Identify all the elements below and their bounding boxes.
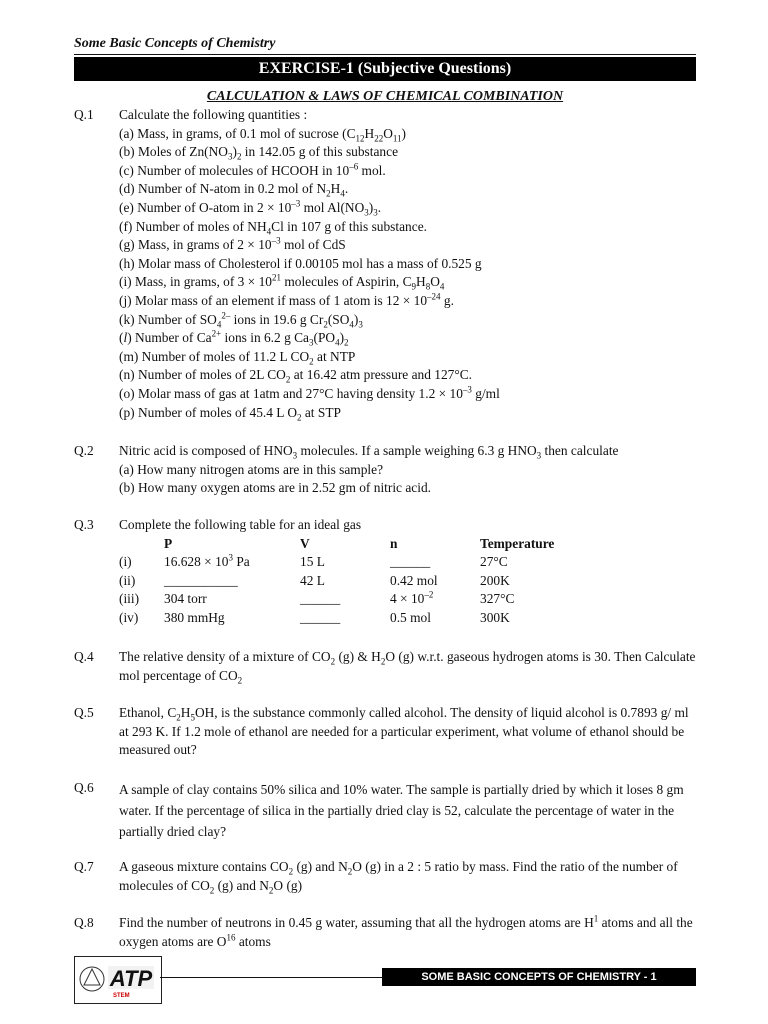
- question-text: Find the number of neutrons in 0.45 g water, assuming that all the hydrogen atoms are $H^1$ atoms and all the oxygen atoms are $O^{16}$ atoms: [119, 913, 693, 949]
- table-cell: 304 torr: [164, 591, 207, 607]
- question-number: Q.7: [74, 859, 94, 874]
- table-row: [119, 572, 600, 591]
- question-part: (l) Number of $Ca^{2+}$ ions in 6.2 g $Ca_3(PO_4)_2$: [119, 328, 349, 348]
- atp-logo: [74, 956, 162, 1004]
- table-header-cell: [119, 535, 164, 554]
- chapter-title: Some Basic Concepts of Chemistry: [74, 36, 276, 51]
- table-cell: 200K: [480, 572, 510, 588]
- question-part: (k) Number of $SO_4^{2-}$ ions in 19.6 g $Cr_2(SO_4)_3$: [119, 310, 363, 330]
- question-3: [74, 516, 696, 628]
- table-cell: ___________: [164, 572, 238, 588]
- table-cell: 300K: [480, 609, 510, 625]
- table-cell: (iii): [119, 591, 140, 607]
- question-part: (f) Number of moles of $NH_4Cl$ in 107 g of this substance.: [119, 218, 427, 237]
- question-number: Q.4: [74, 649, 94, 664]
- question-parts: [119, 461, 696, 498]
- question-part: (e) Number of O-atom in $2 \times 10^{-3}$ mol $Al(NO_3)_3$.: [119, 198, 382, 218]
- question-part: (b) How many oxygen atoms are in 2.52 gm of nitric acid.: [119, 480, 431, 496]
- question-number: Q.3: [74, 517, 94, 532]
- table-cell: (ii): [119, 572, 136, 588]
- footer-rule: [160, 977, 382, 978]
- question-1: [74, 106, 696, 422]
- question-body: [119, 442, 696, 498]
- question-text: A gaseous mixture contains $CO_2$ (g) and $N_2O$ (g) in a 2 : 5 ratio by mass. Find the ratio of the number of molecules of $CO_2$ (g) and $N_2O$ (g): [119, 859, 678, 896]
- logo-text: ATP: [109, 966, 153, 991]
- question-body: [119, 516, 696, 535]
- question-number: Q.5: [74, 705, 94, 720]
- table-cell: 0.5 mol: [390, 609, 431, 625]
- ideal-gas-table: [119, 535, 600, 628]
- exercise-title-bar: EXERCISE-1 (Subjective Questions): [74, 57, 696, 81]
- logo-subtext: STEM: [113, 993, 130, 999]
- question-7: [74, 858, 696, 895]
- table-cell: ______: [390, 554, 431, 570]
- question-intro: Complete the following table for an ideal gas: [119, 517, 362, 532]
- table-cell: (i): [119, 554, 132, 570]
- table-cell: 15 L: [300, 554, 325, 570]
- question-part: (p) Number of moles of 45.4 L $O_2$ at STP: [119, 404, 341, 423]
- question-5: [74, 704, 696, 760]
- question-number: Q.1: [74, 107, 94, 122]
- table-row: [119, 609, 600, 628]
- footer-page-label: SOME BASIC CONCEPTS OF CHEMISTRY - 1: [382, 968, 696, 986]
- question-number: Q.6: [74, 780, 94, 795]
- table-header-cell: Temperature: [480, 535, 555, 551]
- section-heading: CALCULATION & LAWS OF CHEMICAL COMBINATION: [206, 89, 564, 104]
- table-header-cell: V: [300, 535, 310, 551]
- question-part: (n) Number of moles of 2L $CO_2$ at 16.42 atm pressure and 127°C.: [119, 367, 472, 385]
- logo-figure: [84, 969, 100, 985]
- table-cell: 0.42 mol: [390, 572, 438, 588]
- question-number: Q.2: [74, 443, 94, 458]
- table-cell: ______: [300, 609, 341, 625]
- question-part: (h) Molar mass of Cholesterol if 0.00105 mol has a mass of 0.525 g: [119, 255, 482, 271]
- table-cell: 42 L: [300, 572, 325, 588]
- question-2: [74, 442, 696, 498]
- question-part: (j) Molar mass of an element if mass of 1 atom is $12 \times 10^{-24}$ g.: [119, 291, 454, 308]
- table-cell: 27°C: [480, 554, 508, 570]
- question-part: (i) Mass, in grams, of $3 \times 10^{21}$ molecules of Aspirin, $C_9H_8O_4$: [119, 272, 445, 293]
- question-4: [74, 648, 696, 685]
- question-part: (g) Mass, in grams of $2 \times 10^{-3}$ mol of CdS: [119, 235, 346, 253]
- question-intro: Calculate the following quantities :: [119, 107, 308, 122]
- question-part: (c) Number of molecules of HCOOH in $10^{-6}$ mol.: [119, 161, 386, 178]
- table-row: [119, 590, 600, 609]
- question-text: A sample of clay contains 50% silica and 10% water. The sample is partially dried by which it loses 8 gm water. If the percentage of silica in the partially dried clay is 52, calculate the percentage of water in the partially dried clay?: [119, 782, 684, 839]
- table-header-cell: P: [164, 535, 173, 551]
- table-cell: $16.628 \times 10^3$ Pa: [164, 552, 250, 570]
- question-intro: Nitric acid is composed of $HNO_3$ molecules. If a sample weighing 6.3 g $HNO_3$ then calculate: [119, 443, 619, 461]
- question-text: Ethanol, $C_2H_5OH$, is the substance commonly called alcohol. The density of liquid alcohol is 0.7893 g/ ml at 293 K. If 1.2 mole of ethanol are needed for a particular experiment, what volume of ethanol should be measured out?: [119, 705, 689, 758]
- question-part: (a) How many nitrogen atoms are in this sample?: [119, 461, 384, 477]
- atp-logo-mark: [75, 957, 161, 1003]
- question-text: The relative density of a mixture of $CO_2$ (g) & $H_2O$ (g) w.r.t. gaseous hydrogen atoms is 30. Then Calculate mol percentage of $CO_2$: [119, 649, 696, 686]
- logo-circle: [80, 967, 104, 991]
- table-cell: 380 mmHg: [164, 609, 225, 625]
- question-parts: [119, 125, 696, 423]
- table-cell: (iv): [119, 609, 139, 625]
- header-rule: [74, 54, 696, 55]
- question-part: (d) Number of N-atom in 0.2 mol of $N_2H_4$.: [119, 181, 349, 200]
- table-header-cell: n: [390, 535, 398, 551]
- table-header-row: [119, 535, 600, 554]
- question-body: [119, 106, 696, 422]
- question-part: (m) Number of moles of 11.2 L $CO_2$ at NTP: [119, 348, 356, 367]
- question-number: Q.8: [74, 915, 94, 930]
- table-cell: $4 \times 10^{-2}$: [390, 589, 434, 607]
- question-6: [74, 779, 696, 842]
- table-cell: 327°C: [480, 591, 515, 607]
- question-part: (b) Moles of $Zn(NO_3)_2$ in 142.05 g of this substance: [119, 144, 399, 162]
- table-row: [119, 553, 600, 572]
- question-8: [74, 914, 696, 951]
- table-cell: ______: [300, 591, 341, 607]
- question-part: (a) Mass, in grams, of 0.1 mol of sucrose $(C_{12}H_{22}O_{11})$: [119, 125, 407, 144]
- question-part: (o) Molar mass of gas at 1atm and 27°C having density $1.2 \times 10^{-3}$ g/ml: [119, 384, 500, 401]
- ideal-gas-table-body: [119, 535, 600, 628]
